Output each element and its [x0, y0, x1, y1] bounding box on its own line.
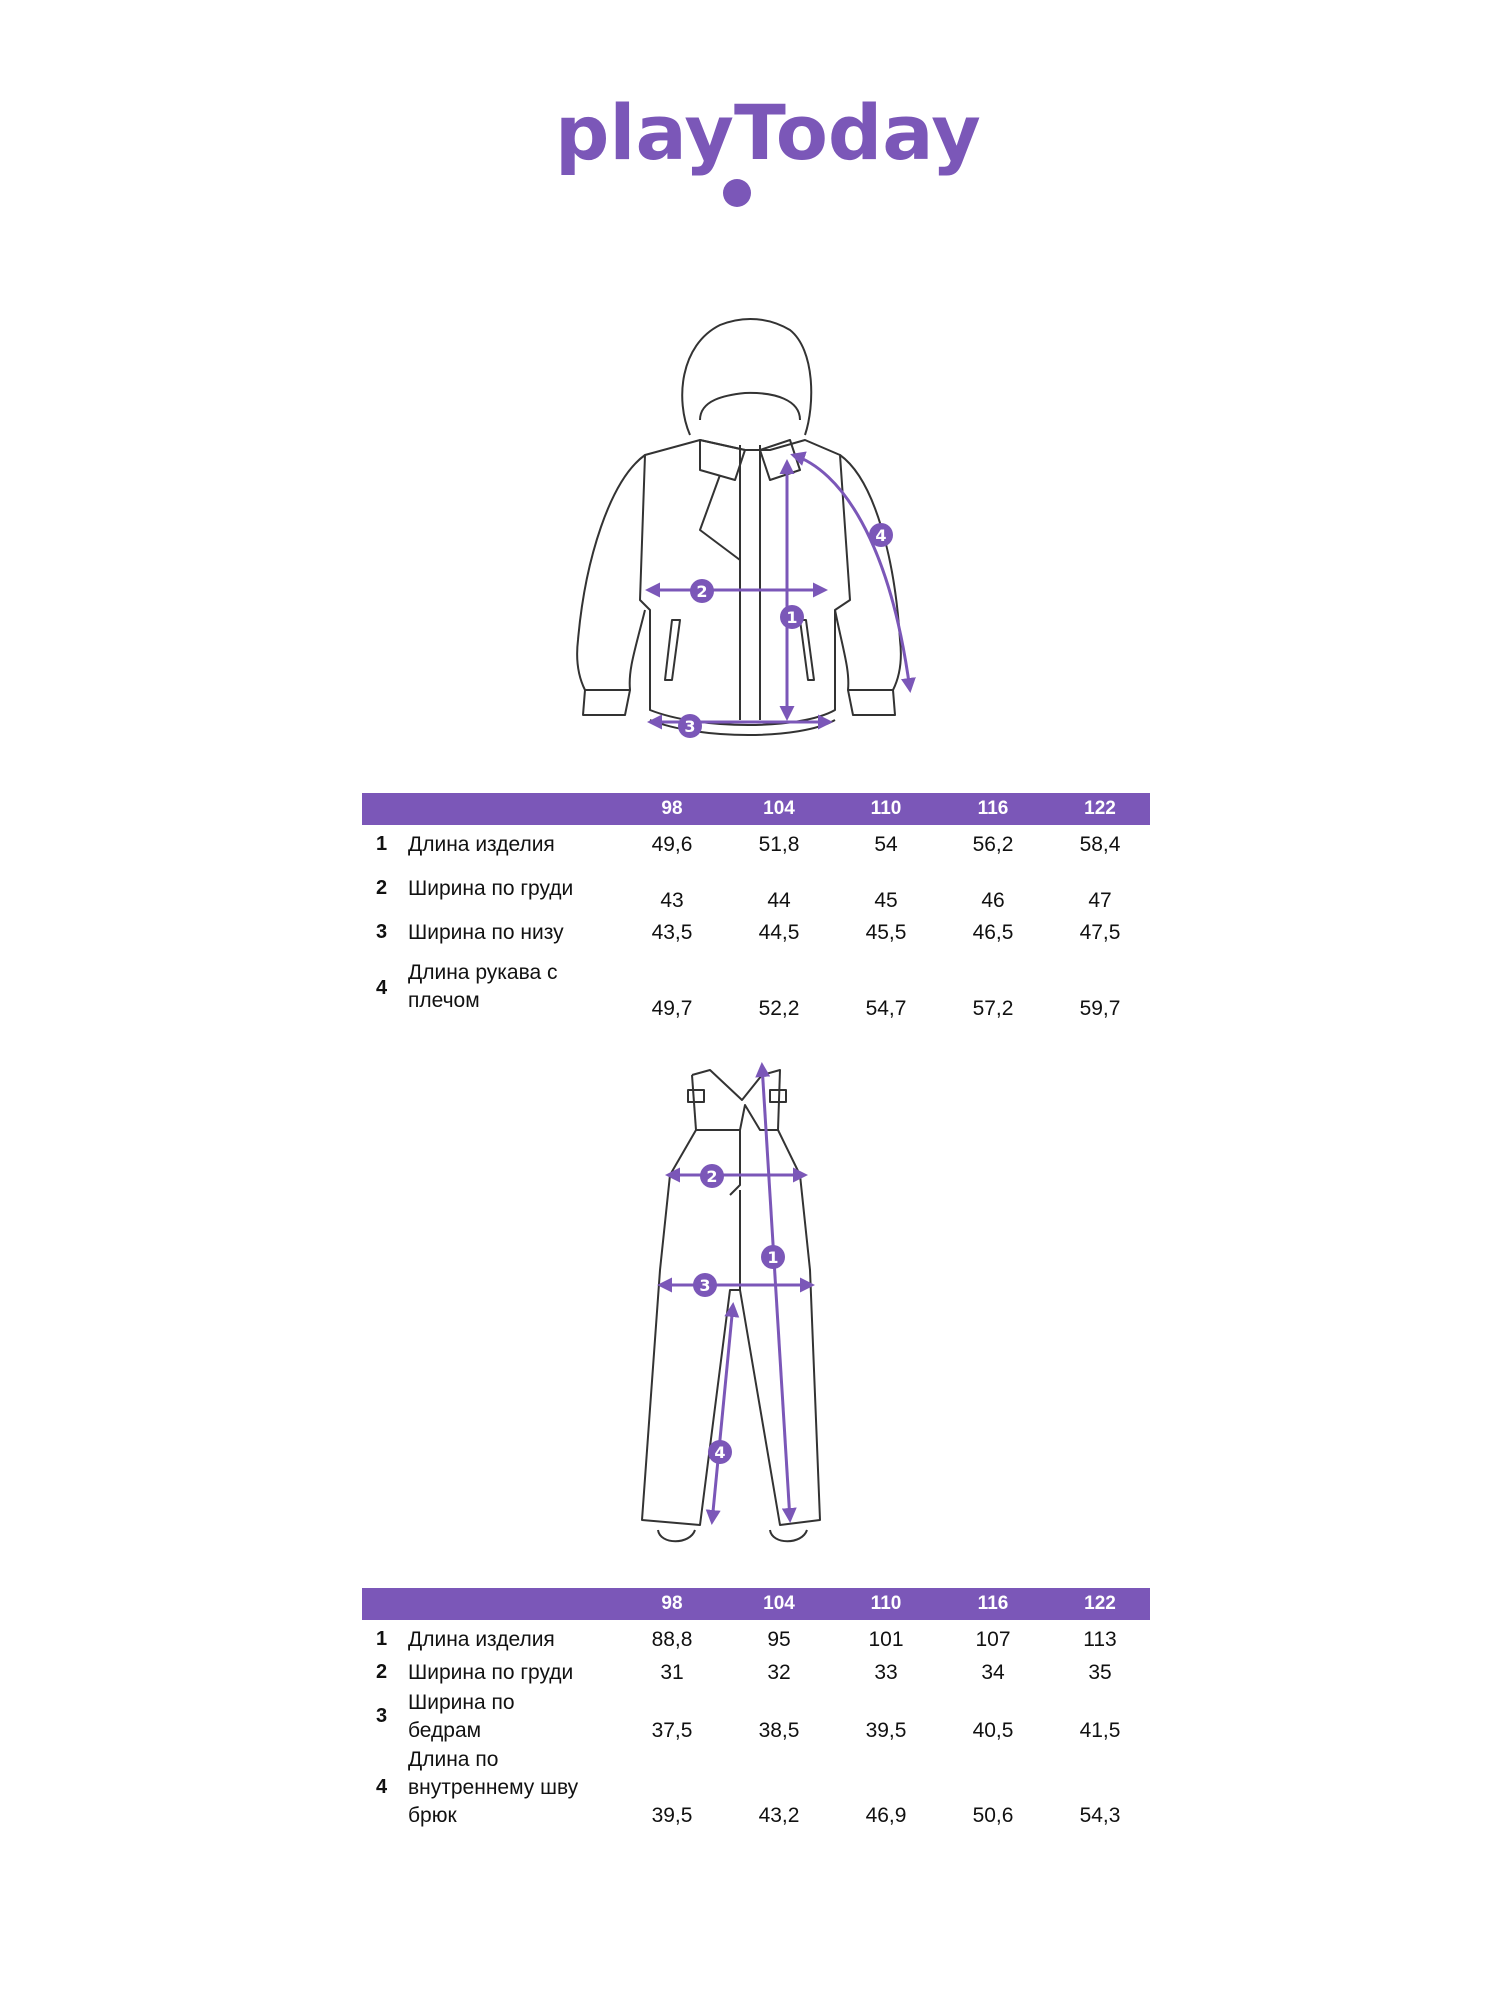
row-value: 57,2	[972, 997, 1014, 1020]
row-value: 51,8	[758, 833, 800, 856]
row-value: 59,7	[1079, 997, 1121, 1020]
row-value: 44,5	[758, 921, 800, 944]
row-value: 54	[874, 833, 898, 856]
row-value: 50,6	[972, 1804, 1014, 1827]
row-value: 45	[874, 889, 898, 912]
row-number: 2	[376, 877, 388, 899]
row-number: 3	[376, 921, 388, 943]
size-header: 98	[661, 798, 683, 819]
row-value: 33	[874, 1661, 898, 1684]
row-value: 39,5	[651, 1804, 693, 1827]
row-value: 35	[1088, 1661, 1112, 1684]
row-value: 58,4	[1079, 833, 1121, 856]
size-header: 116	[977, 1593, 1009, 1614]
size-header: 110	[870, 798, 902, 819]
row-number: 2	[376, 1661, 388, 1683]
jacket-table-header	[362, 793, 1150, 825]
row-value: 46	[981, 889, 1005, 912]
jacket-marker-3-label: 3	[684, 717, 696, 736]
row-value: 47	[1088, 889, 1112, 912]
size-header: 110	[870, 1593, 902, 1614]
row-value: 56,2	[972, 833, 1014, 856]
row-value: 113	[1083, 1628, 1117, 1651]
size-header: 122	[1084, 1593, 1116, 1614]
row-label: Ширина по низу	[408, 921, 564, 944]
pants-diagram	[630, 1060, 850, 1570]
size-header: 98	[661, 1593, 683, 1614]
jacket-marker-2-label: 2	[696, 582, 708, 601]
row-value: 44	[767, 889, 791, 912]
pants-table-header	[362, 1588, 1150, 1620]
row-value: 40,5	[972, 1719, 1014, 1742]
brand-logo-dot	[723, 179, 751, 207]
row-number: 4	[376, 1776, 388, 1798]
jacket-size-table	[362, 793, 1150, 1020]
row-value: 46,9	[865, 1804, 907, 1827]
row-label: Длина изделия	[408, 833, 555, 856]
row-value: 32	[767, 1661, 791, 1684]
pants-marker-1-label: 1	[767, 1248, 779, 1267]
row-value: 47,5	[1079, 921, 1121, 944]
row-value: 95	[767, 1628, 791, 1651]
row-label: Ширина по бедрам	[408, 1691, 515, 1742]
jacket-diagram	[540, 310, 940, 750]
pants-size-table	[362, 1588, 1150, 1827]
row-label: Длина рукава с плечом	[408, 961, 558, 1012]
pants-marker-2-label: 2	[706, 1167, 718, 1186]
row-label: Ширина по груди	[408, 877, 574, 900]
pants-marker-4-label: 4	[714, 1443, 726, 1462]
row-value: 107	[975, 1628, 1011, 1651]
row-value: 41,5	[1079, 1719, 1121, 1742]
row-label: Ширина по груди	[408, 1661, 574, 1684]
size-header: 104	[763, 1593, 795, 1614]
row-value: 43,5	[651, 921, 693, 944]
brand-logo: playToday	[555, 88, 981, 177]
size-header: 104	[763, 798, 795, 819]
pants-marker-3-label: 3	[699, 1276, 711, 1295]
row-value: 39,5	[865, 1719, 907, 1742]
row-value: 43,2	[758, 1804, 800, 1827]
size-header: 116	[977, 798, 1009, 819]
row-value: 43	[660, 889, 684, 912]
row-value: 52,2	[758, 997, 800, 1020]
row-number: 1	[376, 833, 388, 855]
row-value: 38,5	[758, 1719, 800, 1742]
jacket-marker-4-label: 4	[875, 526, 887, 545]
row-value: 54,7	[865, 997, 907, 1020]
row-value: 49,7	[651, 997, 693, 1020]
row-value: 101	[868, 1628, 904, 1651]
row-label: Длина изделия	[408, 1628, 555, 1651]
row-value: 37,5	[651, 1719, 693, 1742]
row-value: 49,6	[651, 833, 693, 856]
row-value: 34	[981, 1661, 1005, 1684]
row-label: Длина по внутреннему шву брюк	[408, 1748, 579, 1827]
row-value: 31	[660, 1661, 684, 1684]
size-header: 122	[1084, 798, 1116, 819]
row-number: 4	[376, 977, 388, 999]
row-value: 88,8	[651, 1628, 693, 1651]
row-value: 54,3	[1079, 1804, 1121, 1827]
row-number: 3	[376, 1705, 388, 1727]
row-value: 46,5	[972, 921, 1014, 944]
row-value: 45,5	[865, 921, 907, 944]
jacket-marker-1-label: 1	[786, 608, 798, 627]
row-number: 1	[376, 1628, 388, 1650]
